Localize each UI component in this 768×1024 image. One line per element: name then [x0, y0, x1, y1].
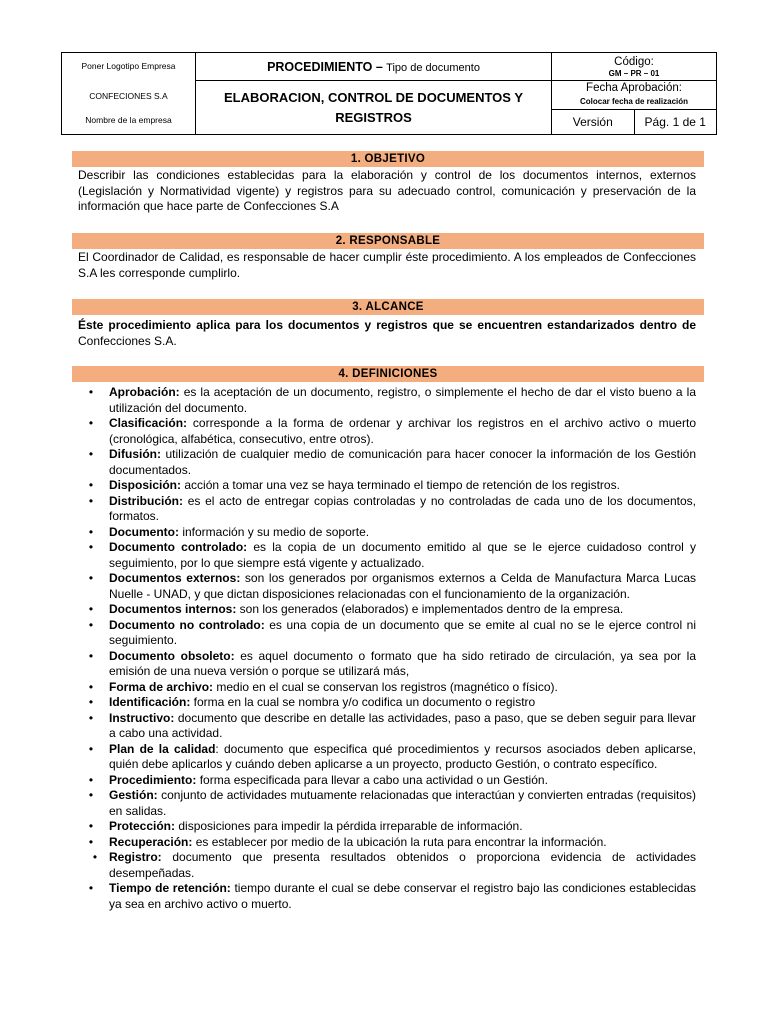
bullet-icon: • — [88, 540, 94, 554]
bullet-icon: • — [88, 788, 94, 802]
alcance-text — [78, 318, 696, 349]
bullet-icon: • — [88, 834, 94, 849]
code-cell — [552, 53, 717, 81]
list-item: • Identificación: forma en la cual se nombra y/o codifica un documento o registro — [72, 695, 696, 711]
bullet-icon: • — [88, 524, 94, 539]
version-page-cell — [552, 110, 717, 135]
list-item: • Clasificación: corresponde a la forma de ordenar y archivar los registros en el archivo activo o muerto (cronológica, alfabética, consecutivo, entre otros). — [72, 416, 696, 447]
bullet-icon: • — [88, 385, 94, 399]
version-label: Versión — [552, 110, 634, 134]
section-heading-definiciones: 4. DEFINICIONES — [72, 366, 704, 382]
list-item: • Gestión: conjunto de actividades mutuamente relacionadas que interactúan y convierten entradas (requisitos) en salidas. — [72, 788, 696, 819]
bullet-icon: • — [88, 881, 94, 895]
list-item: • Documento: información y su medio de soporte. — [72, 525, 696, 541]
section-heading-objetivo: 1. OBJETIVO — [72, 151, 704, 167]
company-caption: Nombre de la empresa — [85, 114, 172, 125]
list-item: • Disposición: acción a tomar una vez se haya terminado el tiempo de retención de los registros. — [72, 478, 696, 494]
company-name: CONFECIONES S.A — [89, 90, 168, 101]
list-item: • Registro: documento que presenta resultados obtenidos o proporciona evidencia de actividades desempeñadas. — [72, 850, 696, 881]
list-item: • Plan de la calidad: documento que especifica qué procedimientos y recursos asociados deben aplicarse, quién debe aplicarlos y cuándo deben aplicarse a un proyecto, producto Gestión, o contrato específico. — [72, 742, 696, 773]
bullet-icon: • — [88, 772, 94, 787]
bullet-icon: • — [88, 493, 94, 508]
bullet-icon: • — [88, 416, 94, 430]
procedure-type-cell — [196, 53, 552, 81]
objetivo-text: Describir las condiciones establecidas para la elaboración y control de los documentos internos, externos (Legislación y Normatividad vigente) y registros para su adecuado control, comunicación y preservación de la información que hace parte de Confecciones S.A — [78, 168, 696, 213]
bullet-icon: • — [88, 710, 94, 725]
list-item: • Forma de archivo: medio en el cual se conservan los registros (magnético o físico). — [72, 680, 696, 696]
logo-placeholder: Poner Logotipo Empresa — [81, 60, 176, 71]
alcance-text-bold: Éste procedimiento aplica para los documentos y registros que se encuentren estandarizados dentro de — [78, 318, 696, 332]
bullet-icon: • — [92, 850, 98, 864]
list-item: • Aprobación: es la aceptación de un documento, registro, o simplemente el hecho de dar el visto bueno a la utilización del documento. — [72, 385, 696, 416]
approval-date-value: Colocar fecha de realización — [579, 97, 689, 106]
list-item: • Difusión: utilización de cualquier medio de comunicación para hacer conocer la información de los Gestión documentados. — [72, 447, 696, 478]
definitions-list — [72, 385, 696, 912]
list-item: • Documento controlado: es la copia de un documento emitido al que se le ejerce cuidadoso control y seguimiento, por lo que siempre está vigente y actualizado. — [72, 540, 696, 571]
list-item: • Recuperación: es establecer por medio de la ubicación la ruta para encontrar la información. — [72, 835, 696, 851]
bullet-icon: • — [88, 602, 94, 616]
bullet-icon: • — [88, 695, 94, 709]
alcance-text-rest: Confecciones S.A. — [78, 333, 177, 348]
list-item: • Documento obsoleto: es aquel documento o formato que ha sido retirado de circulación, ya sea por la emisión de una nueva versión o porque se utilizará más, — [72, 649, 696, 680]
page-number: Pág. 1 de 1 — [644, 115, 706, 129]
list-item: • Protección: disposiciones para impedir la pérdida irreparable de información. — [72, 819, 696, 835]
code-value: GM – PR – 01 — [608, 68, 660, 78]
bullet-icon: • — [88, 648, 94, 663]
bullet-icon: • — [88, 679, 94, 694]
section-heading-responsable: 2. RESPONSABLE — [72, 233, 704, 249]
responsable-text: El Coordinador de Calidad, es responsable de hacer cumplir éste procedimiento. A los empleados de Confecciones S.A les corresponde cumplirlo. — [78, 250, 696, 280]
document-header-table — [61, 52, 717, 135]
approval-date-cell — [552, 81, 717, 110]
bullet-icon: • — [88, 447, 94, 461]
logo-cell — [62, 53, 196, 135]
list-item: • Instructivo: documento que describe en detalle las actividades, paso a paso, que se deben seguir para llevar a cabo una actividad. — [72, 711, 696, 742]
list-item: • Documento no controlado: es una copia de un documento que se emite al cual no se le ejerce control ni seguimiento. — [72, 618, 696, 649]
list-item: • Documentos externos: son los generados por organismos externos a Celda de Manufactura Marca Lucas Nuelle - UNAD, y que dictan disposiciones relacionadas con el funcionamiento de la organización. — [72, 571, 696, 602]
bullet-icon: • — [88, 617, 94, 632]
approval-date-label: Fecha Aprobación: — [586, 82, 682, 94]
list-item: • Procedimiento: forma especificada para llevar a cabo una actividad o un Gestión. — [72, 773, 696, 789]
section-heading-alcance: 3. ALCANCE — [72, 299, 704, 315]
procedure-label: PROCEDIMIENTO – — [267, 59, 383, 74]
document-title: ELABORACION, CONTROL DE DOCUMENTOS Y REGISTROS — [196, 81, 552, 135]
bullet-icon: • — [88, 478, 94, 492]
list-item: • Tiempo de retención: tiempo durante el cual se debe conservar el registro bajo las condiciones establecidas ya sea en archivo activo o muerto. — [72, 881, 696, 912]
bullet-icon: • — [88, 741, 94, 756]
procedure-type: Tipo de documento — [386, 61, 480, 74]
list-item: • Distribución: es el acto de entregar copias controladas y no controladas de cada uno de los documentos, formatos. — [72, 494, 696, 525]
list-item: • Documentos internos: son los generados (elaborados) e implementados dentro de la empresa. — [72, 602, 696, 618]
bullet-icon: • — [88, 819, 94, 833]
code-label: Código: — [614, 55, 654, 68]
bullet-icon: • — [88, 571, 94, 585]
